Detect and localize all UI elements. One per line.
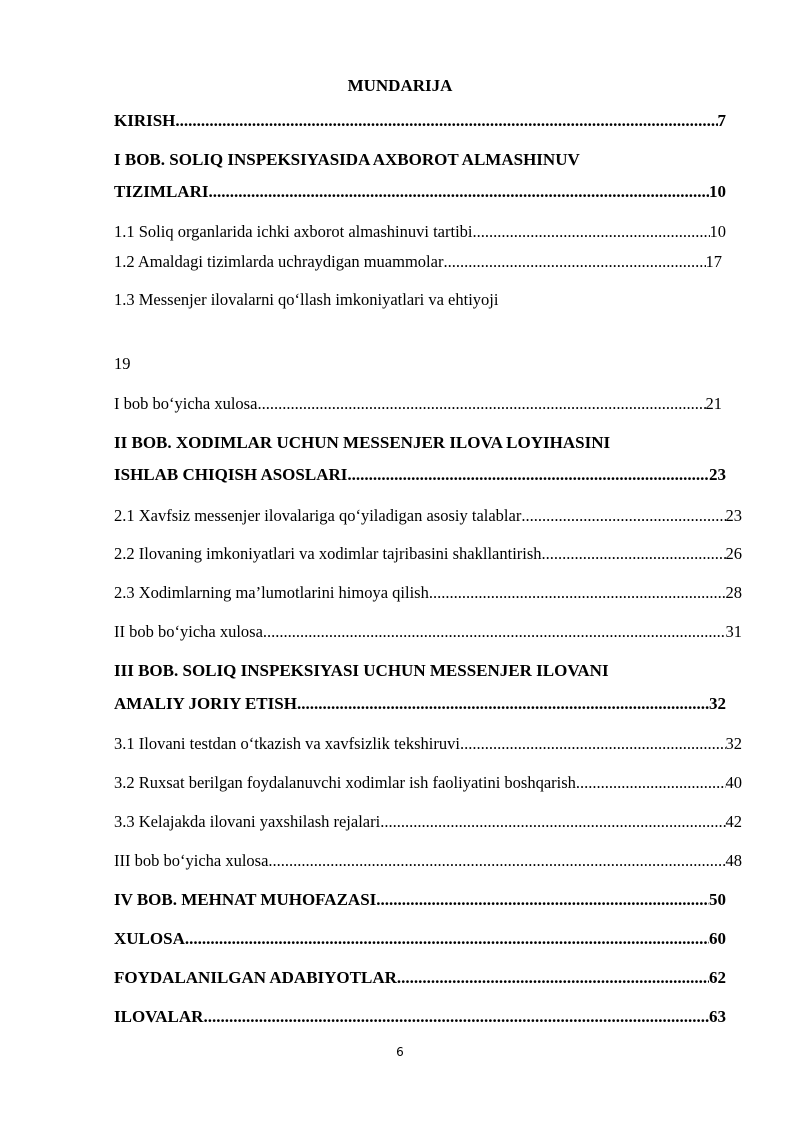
toc-entry-xulosa[interactable] — [114, 928, 726, 950]
toc-entry-2-3[interactable] — [114, 582, 742, 604]
toc-leader-dots — [397, 967, 709, 989]
toc-leader-dots — [380, 811, 725, 833]
toc-entry-page: 17 — [705, 252, 722, 271]
toc-entry-page: 32 — [709, 694, 726, 713]
toc-entry-3-3[interactable] — [114, 811, 742, 833]
toc-leader-dots — [185, 928, 709, 950]
toc-leader-dots — [175, 110, 717, 132]
toc-entry-page: 60 — [709, 929, 726, 948]
toc-entry-label: I bob bo‘yicha xulosa — [114, 394, 258, 413]
toc-entry-label: ISHLAB CHIQISH ASOSLARI — [114, 465, 348, 484]
toc-entry-summary-3[interactable] — [114, 850, 742, 872]
toc-entry-label: 1.2 Amaldagi tizimlarda uchraydigan muammolar — [114, 252, 444, 271]
toc-entry-chapter-3[interactable] — [114, 693, 726, 715]
toc-leader-dots — [203, 1006, 709, 1028]
toc-chapter-heading-line: I BOB. SOLIQ INSPEKSIYASIDA AXBOROT ALMASHINUV — [114, 150, 580, 169]
toc-entry-page: 10 — [709, 222, 726, 241]
toc-entry-label: XULOSA — [114, 929, 185, 948]
toc-entry-page: 50 — [709, 890, 726, 909]
toc-entry-adabiyotlar[interactable] — [114, 967, 726, 989]
toc-leader-dots — [257, 393, 705, 415]
toc-leader-dots — [297, 693, 709, 715]
toc-entry-label: 3.1 Ilovani testdan o‘tkazish va xavfsizlik tekshiruvi — [114, 734, 460, 753]
toc-entry-label: 2.1 Xavfsiz messenjer ilovalariga qo‘yiladigan asosiy talablar — [114, 506, 522, 525]
toc-entry-page: 23 — [709, 465, 726, 484]
toc-entry-ilovalar[interactable] — [114, 1006, 726, 1028]
toc-entry-page: 7 — [717, 111, 726, 130]
toc-entry-summary-2[interactable] — [114, 621, 742, 643]
toc-leader-dots — [268, 850, 725, 872]
toc-entry-page: 32 — [725, 734, 742, 753]
toc-entry-label: 2.2 Ilovaning imkoniyatlari va xodimlar tajribasini shakllantirish — [114, 544, 542, 563]
toc-entry-page: 10 — [709, 182, 726, 201]
toc-chapter-heading-line: II BOB. XODIMLAR UCHUN MESSENJER ILOVA LOYIHASINI — [114, 433, 611, 452]
toc-entry-1-2[interactable] — [114, 251, 722, 273]
toc-entry-chapter-1[interactable] — [114, 181, 726, 203]
toc-entry-page: 26 — [725, 544, 742, 563]
page-title: MUNDARIJA — [347, 76, 453, 95]
toc-entry-label: III bob bo‘yicha xulosa — [114, 851, 269, 870]
toc-entry-label: II bob bo‘yicha xulosa — [114, 622, 263, 641]
toc-entry-kirish[interactable] — [114, 110, 726, 132]
toc-entry-label: 1.1 Soliq organlarida ichki axborot almashinuvi tartibi — [114, 222, 473, 241]
toc-leader-dots — [208, 181, 709, 203]
toc-entry-label: TIZIMLARI — [114, 182, 209, 201]
toc-entry-2-1[interactable] — [114, 505, 742, 527]
toc-chapter-heading-line: III BOB. SOLIQ INSPEKSIYASI UCHUN MESSENJER ILOVANI — [114, 661, 609, 680]
toc-leader-dots — [347, 464, 709, 486]
toc-leader-dots — [542, 543, 726, 565]
page-number: 6 — [396, 1045, 404, 1059]
toc-entry-label: 3.3 Kelajakda ilovani yaxshilash rejalari — [114, 812, 381, 831]
toc-entry-1-1[interactable] — [114, 221, 726, 243]
toc-entry-2-2[interactable] — [114, 543, 742, 565]
toc-entry-page: 31 — [725, 622, 742, 641]
toc-entry-label: FOYDALANILGAN ADABIYOTLAR — [114, 968, 397, 987]
toc-entry-label: KIRISH — [114, 111, 176, 130]
toc-leader-dots — [263, 621, 726, 643]
toc-entry-3-1[interactable] — [114, 733, 742, 755]
toc-entry-1-3-page: 19 — [114, 354, 131, 373]
toc-entry-page: 40 — [725, 773, 742, 792]
toc-entry-label: AMALIY JORIY ETISH — [114, 694, 297, 713]
toc-entry-page: 63 — [709, 1007, 726, 1026]
toc-leader-dots — [376, 889, 709, 911]
toc-entry-label: 2.3 Xodimlarning ma’lumotlarini himoya qilish — [114, 583, 429, 602]
toc-entry-page: 62 — [709, 968, 726, 987]
toc-leader-dots — [521, 505, 725, 527]
toc-entry-label: 3.2 Ruxsat berilgan foydalanuvchi xodimlar ish faoliyatini boshqarish — [114, 773, 576, 792]
toc-entry-page: 21 — [705, 394, 722, 413]
toc-entry-page: 42 — [725, 812, 742, 831]
toc-leader-dots — [429, 582, 726, 604]
toc-entry-3-2[interactable] — [114, 772, 742, 794]
toc-leader-dots — [576, 772, 726, 794]
toc-entry-label: IV BOB. MEHNAT MUHOFAZASI — [114, 890, 377, 909]
toc-entry-label: ILOVALAR — [114, 1007, 204, 1026]
toc-entry-page: 48 — [725, 851, 742, 870]
toc-entry-page: 28 — [725, 583, 742, 602]
toc-entry-chapter-2[interactable] — [114, 464, 726, 486]
toc-entry-summary-1[interactable] — [114, 393, 722, 415]
toc-leader-dots — [443, 251, 705, 273]
toc-entry-chapter-4[interactable] — [114, 889, 726, 911]
toc-leader-dots — [460, 733, 726, 755]
toc-leader-dots — [473, 221, 710, 243]
toc-entry-page: 23 — [725, 506, 742, 525]
toc-entry-1-3[interactable]: 1.3 Messenjer ilovalarni qo‘llash imkoniyatlari va ehtiyoji — [114, 290, 499, 309]
